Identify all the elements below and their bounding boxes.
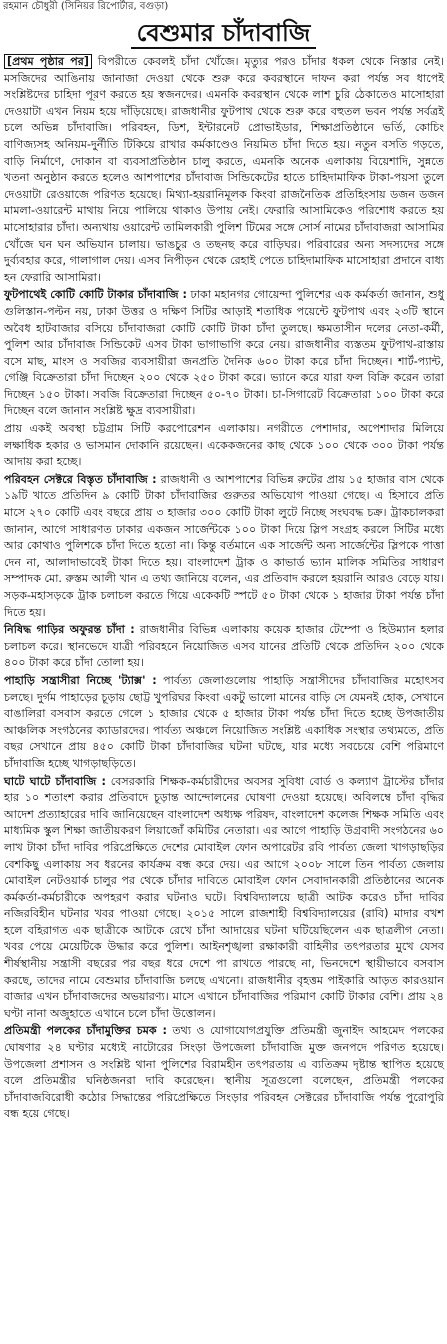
section-text: রাজধানী ও আশপাশের বিভিন্ন রুটের প্রায় ১৫ হাজার বাস থেকে ১৯টি খাতে প্রতিদিন ৯ কোটি টাকা চাঁদাবাজির গুরুতর অভিযোগ পাওয়া গেছে। এ হিসাবে প্রতি মাসে ২৭০ কোটি এবং বছরে প্রায় ৩ হাজার ৩০০ কোটি টাকা লুটে নিচ্ছে সংঘবদ্ধ চক্র। ট্রাকচালকরা জানান, আগে সাধারণত ঢাকার একজন সার্জেন্টকে ১০০ টাকা দিয়ে স্লিপ সংগ্রহ করলে সিটির মধ্যে আর কোথাও পুলিশকে চাঁদা দিতে হতো না। কিন্তু বর্তমানে এক সার্জেন্ট অন্য সার্জেন্টের স্লিপকে পাত্তা দেন না, আলাদাভাবেই টাকা দিতে হয়। বাংলাদেশ ট্রাক ও কাভার্ড ভ্যান মালিক সমিতির সাধারণ সম্পাদক মো. রুস্তম আলী খান এ তথ্য জানিয়ে বলেন, এর প্রতিবাদ করলে হয়রানি আরও বেড়ে যায়। সড়ক-মহাসড়কে ট্রাক চলাচল করতে গিয়ে একেকটি স্পটে ৫০ টাকা থেকে ১ হাজার টাকা পর্যন্ত চাঁদা দিতে হয়। xyxy=(4,472,444,619)
section-text: পার্বত্য জেলাগুলোয় পাহাড়ি সন্ত্রাসীদের চাঁদাবাজির মহোৎসব চলছে। দুর্গম পাহাড়ের চূড়ায় ছোট্ট খুপরিঘর কিংবা একটু ভালো মানের বাড়ি সে যেমনই হোক, সেখানে বাঙালিরা বসবাস করতে গেলে ১ হাজার থেকে ৫ হাজার টাকা পর্যন্ত চাঁদা দিতে হচ্ছে উপজাতীয় আঞ্চলিক সংগঠনের ক্যাডারদের। পার্বত্য অঞ্চলে নিয়োজিত সংশ্লিষ্ট একাধিক সংস্থার তথ্যমতে, প্রতি বছর সেখানে প্রায় ৪৫০ কোটি টাকা চাঁদাবাজির ঘটনা ঘটছে, যার মধ্যে সবচেয়ে বেশি পরিমাণে চাঁদাবাজি হচ্ছে খাগড়াছড়িতে। xyxy=(4,673,444,770)
section-transport xyxy=(4,472,444,621)
section-text: রাজধানীর বিভিন্ন এলাকায় কয়েক হাজার টেম্পো ও হিউম্যান হলার চলাচল করে। স্থানভেদে যাত্রী পরিবহনে নিয়োজিত এসব যানের প্রতিটি থেকে প্রতিদিন ২০০ থেকে ৪০০ টাকা করে চাঁদা তোলা হয়। xyxy=(4,623,444,670)
section-heading: ঘাটে ঘাটে চাঁদাবাজি : xyxy=(4,774,106,788)
lead-text: বিপরীতে কেবলই চাঁদা খোঁজে। মৃত্যুর পরও চাঁদার ধকল থেকে নিস্তার নেই। মসজিদের আঙিনায় জানাজা দেওয়া থেকে শুরু করে কবরস্থানে দাফন করা পর্যন্ত সব ধাপেই সংশ্লিষ্টদের চাহিদা পূরণ করতে হয় স্বজনদের। এমনকি কবরস্থান থেকে লাশ চুরি ঠেকাতেও মাসোহারা দেওয়াটা এখন নিয়ম হয়ে দাঁড়িয়েছে। রাজধানীর ফুটপাথ থেকে শুরু করে বহুতল ভবন পর্যন্ত সর্বত্রই চলে অভিন্ন চাঁদাবাজি। পরিবহন, ডিশ, ইন্টারনেট প্রোভাইডার, শিক্ষাপ্রতিষ্ঠানে ভর্তি, কোচিং বাণিজ্যসহ অনিয়ম-দুর্নীতি টিকিয়ে রাখার কর্মকাণ্ডেও নিয়মিত চাঁদা দিতে হয়। নতুন বসতি গড়তে, বাড়ি নির্মাণে, দোকান বা ব্যবসাপ্রতিষ্ঠান চালু করতে, এমনকি অনেক এলাকায় বিয়েশাদি, সুন্নতে খতনা অনুষ্ঠান করতে হলেও আশপাশের চাঁদাবাজ সিন্ডিকেটের হাতে চাহিদামাফিক টাকা-পয়সা তুলে দেওয়াটা রেওয়াজে পরিণত হয়েছে। মিথ্যা-হয়রানিমূলক কিংবা রাজনৈতিক প্রতিহিংসায় ডজন ডজন মামলা-ওয়ারেন্ট মাথায় নিয়ে পালিয়ে থাকাও উপায় নেই। ফেরারি আসামিকেও পরিশোধ করতে হয় মাসোহারার চাঁদা। অন্যথায় ওয়ারেন্ট তামিলকারী পুলিশ টিমের সঙ্গে সোর্স নামের চাঁদাবাজরা আসামির খোঁজে ঘন ঘন অভিযান চালায়। ভাঙচুর ও তছনছ করে বাড়িঘর। পরিবারের অন্য সদস্যদের সঙ্গে দুর্ব্যবহার করে, গালাগাল দেয়। এসব নিপীড়ন থেকে রেহাই পেতে চাহিদামাফিক মাসোহারা প্রদানে বাধ্য হন ফেরারি আসামিরা। xyxy=(4,55,445,284)
section-chattogram xyxy=(4,421,444,471)
article-body xyxy=(0,54,447,1123)
section-text: ঢাকা মহানগর গোয়েন্দা পুলিশের এক কর্মকর্তা জানান, শুধু গুলিস্তান-পল্টন নয়, ঢাকা উত্তর ও দক্ষিণ সিটির আড়াই শতাধিক পয়েন্টে ফুটপাথ এবং ২৩টি স্থানে অবৈধ হাটবাজার বসিয়ে চাঁদাবাজরা কোটি কোটি টাকা চাঁদা তুলছে। ক্ষমতাসীন দলের নেতা-কর্মী, পুলিশ আর চাঁদাবাজ সিন্ডিকেট এসব টাকা ভাগাভাগি করে নেয়। রাজধানীর ব্যস্ততম ফুটপাথ-রাস্তায় বসে মাছ, মাংস ও সবজির ব্যবসায়ীরা জনপ্রতি দৈনিক ৬০০ টাকা করে চাঁদা দিচ্ছেন। শার্ট-প্যান্ট, গেঞ্জি বিক্রেতারা চাঁদা দিচ্ছেন ২০০ থেকে ২৫০ টাকা করে। ভ্যানে করে যারা ফল বিক্রি করেন তারা দিচ্ছেন ১৫০ টাকা। সবজি বিক্রেতারা দিচ্ছেন ৫০-৭০ টাকা। চা-সিগারেট বিক্রেতারা ১০০ টাকা করে দিচ্ছেন বলে জানান সংশ্লিষ্ট ক্ষুদ্র ব্যবসায়ীরা। xyxy=(4,288,444,418)
section-heading: প্রতিমন্ত্রী পলকের চাঁদামুক্তির চমক : xyxy=(4,1024,167,1038)
section-hill-tax xyxy=(4,673,444,773)
section-text: প্রায় একই অবস্থা চট্টগ্রাম সিটি করপোরেশন এলাকায়। নগরীতে পেশাদার, অপেশাদার মিলিয়ে লক্ষাধিক হকার ও ভাসমান দোকানি রয়েছেন। একেকজনের কাছ থেকে ১০০ থেকে ৩০০ টাকা পর্যন্ত আদায় করা হচ্ছে। xyxy=(4,422,444,469)
section-footpath xyxy=(4,287,444,420)
section-text: তথ্য ও যোগাযোগপ্রযুক্তি প্রতিমন্ত্রী জুনাইদ আহমেদ পলকের ঘোষণার ২৪ ঘণ্টার মধ্যেই নাটোরের সিংড়া উপজেলা চাঁদাবাজি মুক্ত জনপদে পরিণত হয়েছে। উপজেলা প্রশাসন ও সংশ্লিষ্ট থানা পুলিশের বিরামহীন তৎপরতায় এ ব্যতিক্রম দৃষ্টান্ত স্থাপিত হয়েছে বলে প্রতিমন্ত্রীর ঘনিষ্ঠজনরা দাবি করেছেন। স্থানীয় সূত্রগুলো বলেছেন, প্রতিমন্ত্রী পলকের চাঁদাবাজবিরোধী কঠোর সিদ্ধান্তের পরিপ্রেক্ষিতে সিংড়ার পরিবহন সেক্টরের চাঁদাবাজি পর্যন্ত পুরোপুরি বন্ধ হয়ে গেছে। xyxy=(4,1024,444,1121)
lead-paragraph xyxy=(4,54,444,286)
section-heading: নিষিদ্ধ গাড়ির অফুরন্ত চাঁদা : xyxy=(4,623,135,637)
section-every-ghat xyxy=(4,774,444,1023)
section-text: বেসরকারি শিক্ষক-কর্মচারীদের অবসর সুবিধা বোর্ড ও কল্যাণ ট্রাস্টের চাঁদার হার ১০ শতাংশ করার প্রতিবাদে চূড়ান্ত আন্দোলনের ঘোষণা দেওয়া হয়েছে। অবিলম্বে চাঁদা বৃদ্ধির আদেশ প্রত্যাহারের দাবি জানিয়েছেন বাংলাদেশ অধ্যক্ষ পরিষদ, বাংলাদেশ কলেজ শিক্ষক সমিতি এবং মাধ্যমিক স্কুল শিক্ষা জাতীয়করণ লিয়াজোঁ কমিটির নেতারা। এর আগে পাহাড়ি উগ্রবাদী সংগঠনের ৬০ লাখ টাকা চাঁদা দাবির পরিপ্রেক্ষিতে দেশের মোবাইল ফোন অপারেটর রবি পার্বত্য জেলা খাগড়াছড়ির বেশকিছু এলাকায় সব ধরনের কার্যক্রম বন্ধ করে দেয়। এর আগে ২০০৮ সালে তিন পার্বত্য জেলায় মোবাইল নেটওয়ার্ক চালুর পর থেকে চাঁদার দাবিতে মোবাইল ফোন সেবাদানকারী প্রতিষ্ঠানের অনেক কর্মকর্তা-কর্মচারীকে অপহরণ করার ঘটনাও ঘটে। বিশ্ববিদ্যালয়ে ছাত্রী আটক করেও চাঁদা দাবির নজিরবিহীন ঘটনার খবর পাওয়া গেছে। ২০১৫ সালে রাজশাহী বিশ্ববিদ্যালয়ের (রাবি) মাদার বখশ হলে বহিরাগত এক ছাত্রীকে আটকে রেখে চাঁদা আদায়ের ঘটনা ঘটিয়েছিলেন এক ছাত্রলীগ নেতা। খবর পেয়ে মেয়েটিকে উদ্ধার করে পুলিশ। আইনশৃঙ্খলা রক্ষাকারী বাহিনীর তৎপরতার মুখে যেসব শীর্ষস্থানীয় সন্ত্রাসী বছরের পর বছর ধরে দেশে পা রাখতে পারছে না, ভিনদেশে স্থায়ীভাবে বসবাস করছে, তাদের নামে বেশুমার চাঁদাবাজি চলছে এখনো। রাজধানীর বৃহত্তম পাইকারি আড়ত কারওয়ান বাজার এখন চাঁদাবাজদের অভয়ারণ্য। মাসে এখানে চাঁদাবাজির পরিমাণ কোটি টাকার বেশি। প্রায় ২৪ ঘণ্টা নানা অজুহাতে এখানে চলে চাঁদা উত্তোলন। xyxy=(4,774,444,1020)
section-heading: পাহাড়ি সন্ত্রাসীরা নিচ্ছে 'ট্যাক্স' : xyxy=(4,673,157,687)
headline xyxy=(0,16,447,50)
section-palak xyxy=(4,1023,444,1123)
byline: রহমান চৌধুরী (সিনিয়র রিপোর্টার, বগুড়া) xyxy=(3,1,169,12)
section-banned-vehicles xyxy=(4,622,444,672)
section-heading: পরিবহন সেক্টরে বিস্তৃত চাঁদাবাজি : xyxy=(4,472,157,486)
continuation-tag: [প্রথম পৃষ্ঠার পর] xyxy=(4,54,92,69)
headline-text: বেশুমার চাঁদাবাজি xyxy=(131,19,317,49)
section-heading: ফুটপাথেই কোটি কোটি টাকার চাঁদাবাজি : xyxy=(4,288,187,302)
